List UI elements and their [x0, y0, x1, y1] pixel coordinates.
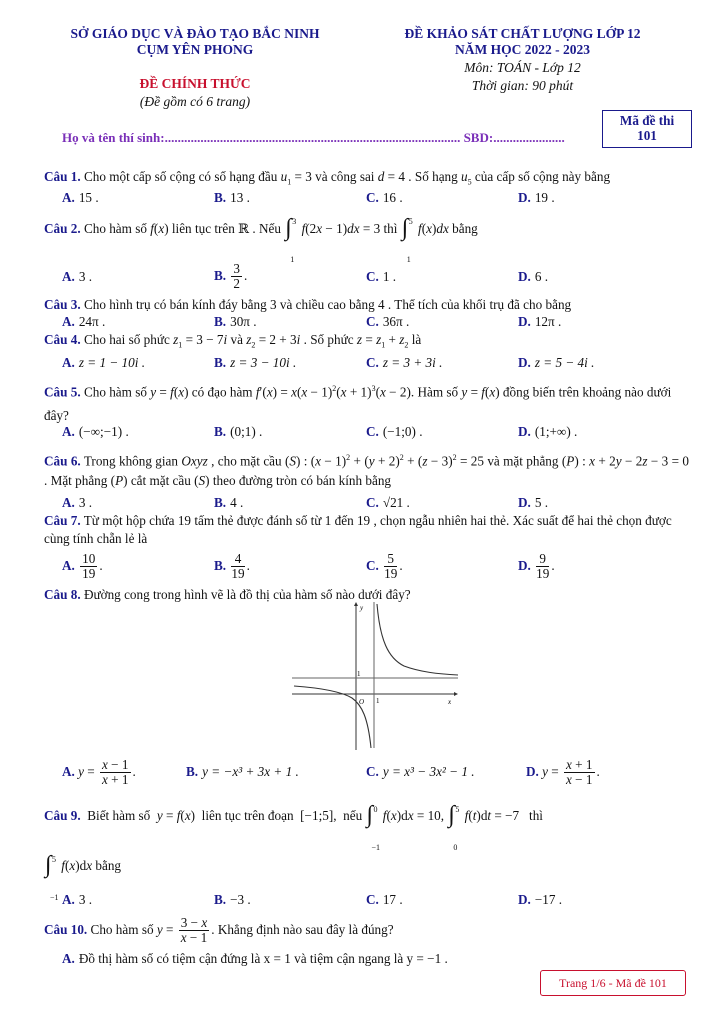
exam-code-box: [602, 110, 692, 148]
integral-sign: 5 ∫ 0: [448, 801, 460, 852]
fraction: $\frac{x + 1}{x - 1}$: [566, 757, 593, 788]
option-letter: C.: [366, 314, 379, 329]
option-b[interactable]: [214, 189, 250, 207]
exam-code-label: Mã đề thi: [619, 113, 675, 128]
option-a[interactable]: [62, 950, 448, 968]
y-axis-arrow: [354, 602, 358, 606]
option-value: 3 .: [78, 269, 93, 284]
question-9: Câu 9. Biết hàm số y = f(x) liên tục trên đoạn [−1;5], nếu 0 ∫ −1 f(x)dx = 10, 5 ∫ 0 f(t)dt = −7 thì: [44, 801, 543, 852]
function-graph: [292, 600, 462, 750]
option-letter: A.: [62, 314, 75, 329]
option-d[interactable]: [518, 494, 548, 512]
question-label: Câu 10.: [44, 922, 88, 937]
option-letter: B.: [214, 355, 227, 370]
question-4: Câu 4. Cho hai số phức $z_1 = 3 - 7i$ và $z_2 = 2 + 3i$ . Số phức $z = z_1 + z_2$ là: [44, 332, 422, 350]
question-2: Câu 2. Cho hàm số f(x) liên tục trên ℝ . Nếu 3 ∫ 1 f(2x − 1)dx = 3 thì 5 ∫ 1 f(x)dx bằng: [44, 214, 478, 264]
option-a[interactable]: [62, 891, 92, 909]
student-info-line: Họ và tên thí sinh:........................................................................................... SBD:......................: [62, 130, 565, 145]
option-b[interactable]: [214, 423, 262, 441]
option-letter: B.: [186, 764, 199, 779]
page-footer: Trang 1/6 - Mã đề 101: [540, 970, 686, 996]
option-b[interactable]: B. $\frac{4}{19}$ .: [214, 551, 250, 582]
option-b[interactable]: [214, 354, 296, 372]
question-label: Câu 3.: [44, 297, 81, 312]
option-value: z = 3 + 3i .: [382, 355, 443, 370]
option-letter: A.: [62, 269, 75, 284]
fraction: $\frac{3 - x}{x - 1}$: [180, 915, 208, 946]
option-value: √21 .: [382, 495, 410, 510]
option-value: 5 .: [534, 495, 549, 510]
option-letter: B.: [214, 424, 227, 439]
option-value: z = 5 − 4i .: [534, 355, 595, 370]
question-label: Câu 8.: [44, 587, 81, 602]
option-letter: B.: [214, 190, 227, 205]
option-c[interactable]: [366, 189, 403, 207]
option-c[interactable]: [366, 891, 403, 909]
integral-sign: 5 ∫ 1: [401, 214, 413, 264]
option-value: Đồ thị hàm số có tiệm cận đứng là x = 1 và tiệm cận ngang là y = −1 .: [78, 951, 448, 966]
option-b[interactable]: [214, 494, 243, 512]
x-axis-label: x: [448, 698, 452, 706]
origin-label: O: [359, 698, 365, 706]
option-d[interactable]: [518, 423, 577, 441]
option-value: y = −x³ + 3x + 1 .: [202, 764, 299, 779]
option-letter: D.: [518, 314, 531, 329]
option-letter: A.: [62, 892, 75, 907]
option-value: (0;1) .: [230, 424, 263, 439]
question-label: Câu 9.: [44, 808, 81, 823]
option-letter: A.: [62, 355, 75, 370]
option-letter: A.: [62, 495, 75, 510]
question-label: Câu 1.: [44, 169, 81, 184]
option-value: 6 .: [534, 269, 549, 284]
school-year: NĂM HỌC 2022 - 2023: [455, 42, 590, 57]
option-letter: D.: [518, 495, 531, 510]
fraction: $\frac{9}{19}$: [536, 551, 550, 582]
integral-sign: 5 ∫ −1: [45, 851, 59, 902]
option-b[interactable]: [186, 763, 299, 781]
fraction: $\frac{5}{19}$: [384, 551, 398, 582]
question-5: Câu 5. Cho hàm số y = f(x) có đạo hàm $f'(x) = x(x - 1)^2(x + 1)^3(x - 2)$. Hàm số y = f(x) đồng biến trên khoảng nào dưới đây?: [44, 384, 672, 424]
question-1: Câu 1. Cho một cấp số cộng có số hạng đầu $u_1 = 3$ và công sai d = 4 . Số hạng $u_5$ của cấp số cộng này bằng: [44, 169, 611, 187]
question-label: Câu 6.: [44, 453, 81, 469]
option-letter: D.: [518, 190, 531, 205]
option-letter: D.: [518, 355, 531, 370]
option-value: z = 3 − 10i .: [230, 355, 297, 370]
option-letter: A.: [62, 190, 75, 205]
option-value: 30π .: [230, 314, 257, 329]
option-letter: C.: [366, 190, 379, 205]
option-value: 3 .: [78, 495, 93, 510]
option-a[interactable]: [62, 313, 105, 331]
option-d[interactable]: D. $\frac{9}{19}$ .: [518, 551, 555, 582]
option-c[interactable]: [366, 268, 396, 286]
option-d[interactable]: D. y = $\frac{x + 1}{x - 1}$ .: [526, 757, 600, 788]
option-c[interactable]: [366, 494, 410, 512]
question-label: Câu 5.: [44, 384, 81, 400]
fraction: $\frac{3}{2}$: [233, 261, 240, 292]
option-a[interactable]: A. y = $\frac{x - 1}{x + 1}$ .: [62, 757, 136, 788]
option-c[interactable]: [366, 354, 442, 372]
option-letter: C.: [366, 764, 379, 779]
cluster-name: CỤM YÊN PHONG: [136, 42, 254, 57]
option-value: 15 .: [78, 190, 99, 205]
question-6: Câu 6. Trong không gian Oxyz , cho mặt cầu (S) : $(x - 1)^2 + (y + 2)^2 + (z - 3)^2 = 25$ và mặt phẳng (P) : x + 2y − 2z − 3 = 0 . Mặt phẳng (P) cắt mặt cầu (S) theo đường tròn có bán kính bằng: [44, 453, 690, 489]
option-b[interactable]: [214, 313, 257, 331]
option-a[interactable]: A. $\frac{10}{19}$ .: [62, 551, 103, 582]
option-letter: A.: [62, 764, 75, 779]
option-letter: D.: [518, 892, 531, 907]
question-label: Câu 2.: [44, 221, 81, 236]
option-value: −3 .: [230, 892, 251, 907]
curve-right-branch: [377, 604, 458, 675]
department-name: SỞ GIÁO DỤC VÀ ĐÀO TẠO BẮC NINH: [70, 26, 320, 41]
question-7: Câu 7. Từ một hộp chứa 19 tấm thẻ được đánh số từ 1 đến 19 , chọn ngẫu nhiên hai thẻ. Xác suất để hai thẻ chọn được cùng tính chẵn lẻ là: [44, 513, 672, 546]
option-value: 1 .: [382, 269, 397, 284]
option-value: 24π .: [78, 314, 106, 329]
integral-sign: 3 ∫ 1: [285, 214, 297, 264]
official-label: ĐỀ CHÍNH THỨC: [139, 76, 251, 91]
option-value: 13 .: [230, 190, 250, 205]
option-c[interactable]: C. $\frac{5}{19}$ .: [366, 551, 403, 582]
option-value: 16 .: [382, 190, 403, 205]
option-value: 3 .: [78, 892, 93, 907]
fraction: $\frac{4}{19}$: [231, 551, 245, 582]
option-value: 4 .: [230, 495, 244, 510]
option-d[interactable]: [518, 313, 561, 331]
option-value: z = 1 − 10i .: [78, 355, 145, 370]
option-value: (1;+∞) .: [534, 424, 578, 439]
subject: Môn: TOÁN - Lớp 12: [464, 60, 581, 75]
option-letter: A.: [62, 558, 75, 573]
option-b[interactable]: [214, 891, 251, 909]
option-letter: D.: [526, 764, 539, 779]
x-tick-label: 1: [376, 697, 380, 705]
curve-left-branch: [294, 686, 371, 748]
option-a[interactable]: [62, 268, 92, 286]
question-3: Câu 3. Cho hình trụ có bán kính đáy bằng 3 và chiều cao bằng 4 . Thể tích của khối trụ đã cho bằng: [44, 297, 572, 312]
option-d[interactable]: [518, 354, 594, 372]
option-letter: C.: [366, 424, 379, 439]
option-letter: C.: [366, 558, 379, 573]
option-value: (−1;0) .: [382, 424, 423, 439]
option-value: (−∞;−1) .: [78, 424, 129, 439]
option-d[interactable]: [518, 268, 548, 286]
option-value: 36π .: [382, 314, 410, 329]
option-letter: B.: [214, 558, 227, 573]
question-10: Câu 10. Cho hàm số y = $\frac{3 - x}{x - 1}$ . Khẳng định nào sau đây là đúng?: [44, 915, 394, 946]
option-letter: C.: [366, 892, 379, 907]
exam-code-value: 101: [637, 128, 657, 143]
option-a[interactable]: [62, 354, 145, 372]
question-text: Đường cong trong hình vẽ là đồ thị của hàm số nào dưới đây?: [83, 587, 411, 602]
option-value: y = x³ − 3x² − 1 .: [382, 764, 475, 779]
exam-title: ĐỀ KHẢO SÁT CHẤT LƯỢNG LỚP 12: [404, 26, 641, 41]
integral-sign: 0 ∫ −1: [366, 801, 380, 852]
option-a[interactable]: [62, 423, 129, 441]
option-a[interactable]: [62, 189, 99, 207]
option-c[interactable]: [366, 423, 423, 441]
option-letter: C.: [366, 355, 379, 370]
option-c[interactable]: [366, 763, 475, 781]
option-a[interactable]: [62, 494, 92, 512]
y-tick-label: 1: [357, 670, 361, 678]
option-letter: B.: [214, 314, 227, 329]
option-d[interactable]: [518, 189, 555, 207]
exam-time: Thời gian: 90 phút: [471, 78, 574, 93]
option-letter: D.: [518, 424, 531, 439]
option-letter: A.: [62, 424, 75, 439]
option-value: 17 .: [382, 892, 403, 907]
question-9-continued: 5 ∫ −1 f(x)dx bằng: [45, 851, 122, 902]
option-letter: D.: [518, 269, 531, 284]
option-letter: A.: [62, 951, 75, 966]
option-b[interactable]: B. $\frac{3}{2}$ .: [214, 261, 248, 292]
option-value: 12π .: [534, 314, 562, 329]
option-letter: C.: [366, 495, 379, 510]
x-axis-arrow: [454, 692, 458, 696]
option-c[interactable]: [366, 313, 409, 331]
option-letter: B.: [214, 495, 227, 510]
option-letter: D.: [518, 558, 531, 573]
fraction: $\frac{10}{19}$: [82, 551, 96, 582]
question-label: Câu 7.: [44, 513, 81, 528]
option-value: −17 .: [534, 892, 563, 907]
pages-note: (Đề gồm có 6 trang): [139, 94, 251, 109]
option-d[interactable]: [518, 891, 562, 909]
option-letter: C.: [366, 269, 379, 284]
option-letter: B.: [214, 892, 227, 907]
fraction: $\frac{x - 1}{x + 1}$: [102, 757, 129, 788]
option-value: 19 .: [534, 190, 555, 205]
option-letter: B.: [214, 268, 227, 283]
y-axis-label: y: [360, 604, 364, 612]
question-label: Câu 4.: [44, 332, 81, 347]
